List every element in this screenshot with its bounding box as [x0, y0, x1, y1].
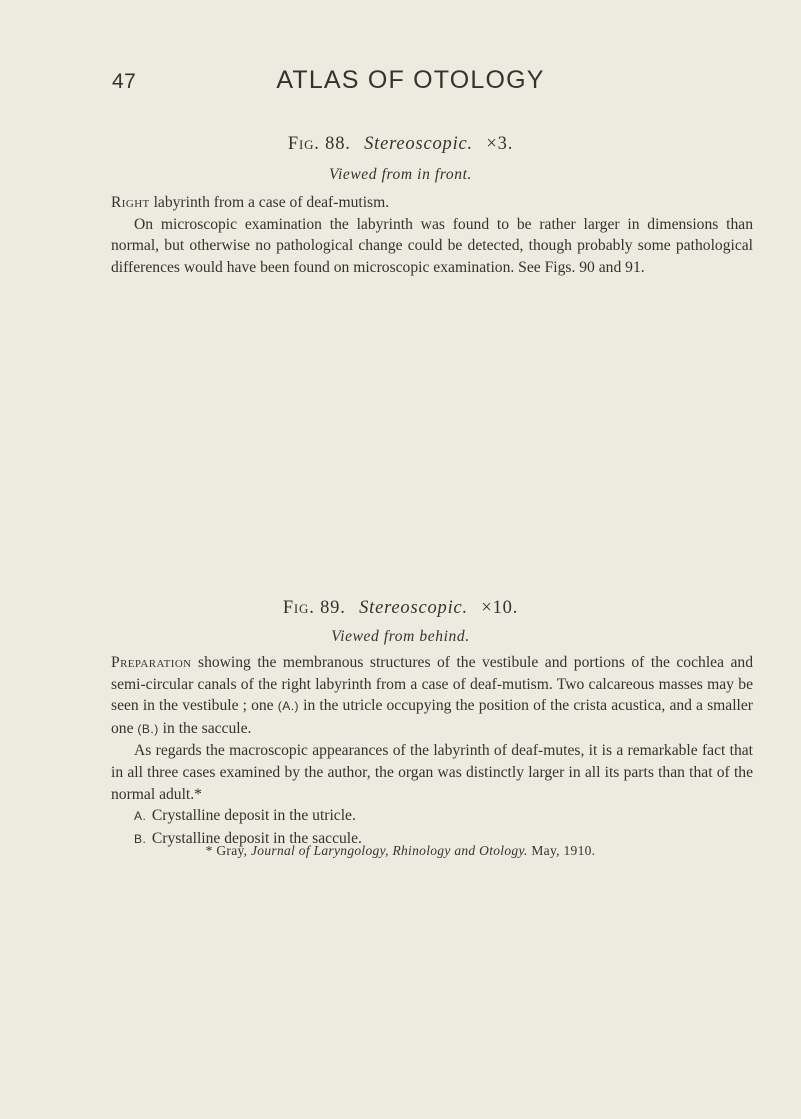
page-number: 47 — [112, 70, 137, 93]
figure-88-subtitle: Viewed from in front. — [329, 166, 472, 183]
legend-key-b: B. — [134, 831, 147, 846]
figure-89-paragraph-2: As regards the macroscopic appearances of the labyrinth of deaf-mutes, it is a remarkable fact that in all three cases examined by the author, the organ was distinctly larger in all its parts than that of the normal adult.* — [111, 742, 753, 803]
footnote-date: May, 1910. — [527, 843, 596, 858]
figure-89-subtitle: Viewed from behind. — [331, 628, 470, 645]
figure-88-number: 88. — [325, 134, 351, 154]
figure-89-number: 89. — [320, 598, 346, 618]
figure-88-caption — [111, 192, 753, 278]
figure-89-paragraph-1-part-1: showing the membranous structures of the vestibule and portions of the cochlea and semi-circular canals of the right labyrinth from a case of deaf-mutism. Two calcareous masses may be seen in the vestibule ; one — [111, 654, 753, 715]
legend-item-a — [111, 805, 753, 828]
figure-88-paragraph-1 — [111, 192, 753, 214]
running-title: ATLAS OF OTOLOGY — [276, 66, 545, 94]
figure-89-label: Fig. — [282, 598, 315, 618]
figure-88-paragraph-1-text: labyrinth from a case of deaf-mutism. — [149, 194, 390, 211]
figure-88-lead-word: Right — [111, 194, 150, 211]
figure-88-heading — [0, 134, 801, 155]
legend-key-a: A. — [134, 809, 147, 824]
reference-a: (A.) — [277, 699, 300, 714]
reference-b: (B.) — [137, 721, 159, 736]
figure-89-mode: Stereoscopic. — [359, 598, 468, 618]
figure-88-paragraph-2: On microscopic examination the labyrinth was found to be rather larger in dimensions than normal, but otherwise no pathological change could be detected, though probably some pathological differences would have been found on microscopic examination. See Figs. 90 and 91. — [111, 215, 753, 276]
figure-89-heading — [0, 598, 801, 619]
figure-88-label: Fig. — [287, 134, 320, 154]
figure-88-mode: Stereoscopic. — [364, 134, 473, 154]
figure-89-paragraph-1 — [111, 652, 753, 740]
figure-88-magnification: ×3. — [486, 134, 514, 154]
figure-89-lead-word: Preparation — [111, 654, 192, 671]
figure-89-paragraph-1-part-2: in the utricle occupying the position of the crista acustica, and a smaller one — [111, 697, 753, 737]
legend-text-b: Crystalline deposit in the saccule. — [151, 829, 362, 847]
footnote — [0, 843, 801, 859]
figure-89-magnification: ×10. — [481, 598, 519, 618]
legend-text-a: Crystalline deposit in the utricle. — [151, 807, 356, 825]
footnote-prefix: * Gray, — [205, 843, 252, 858]
footnote-journal: Journal of Laryngology, Rhinology and Otology. — [251, 843, 528, 858]
figure-89-caption — [111, 652, 753, 850]
figure-89-paragraph-1-part-3: in the saccule. — [158, 719, 252, 737]
